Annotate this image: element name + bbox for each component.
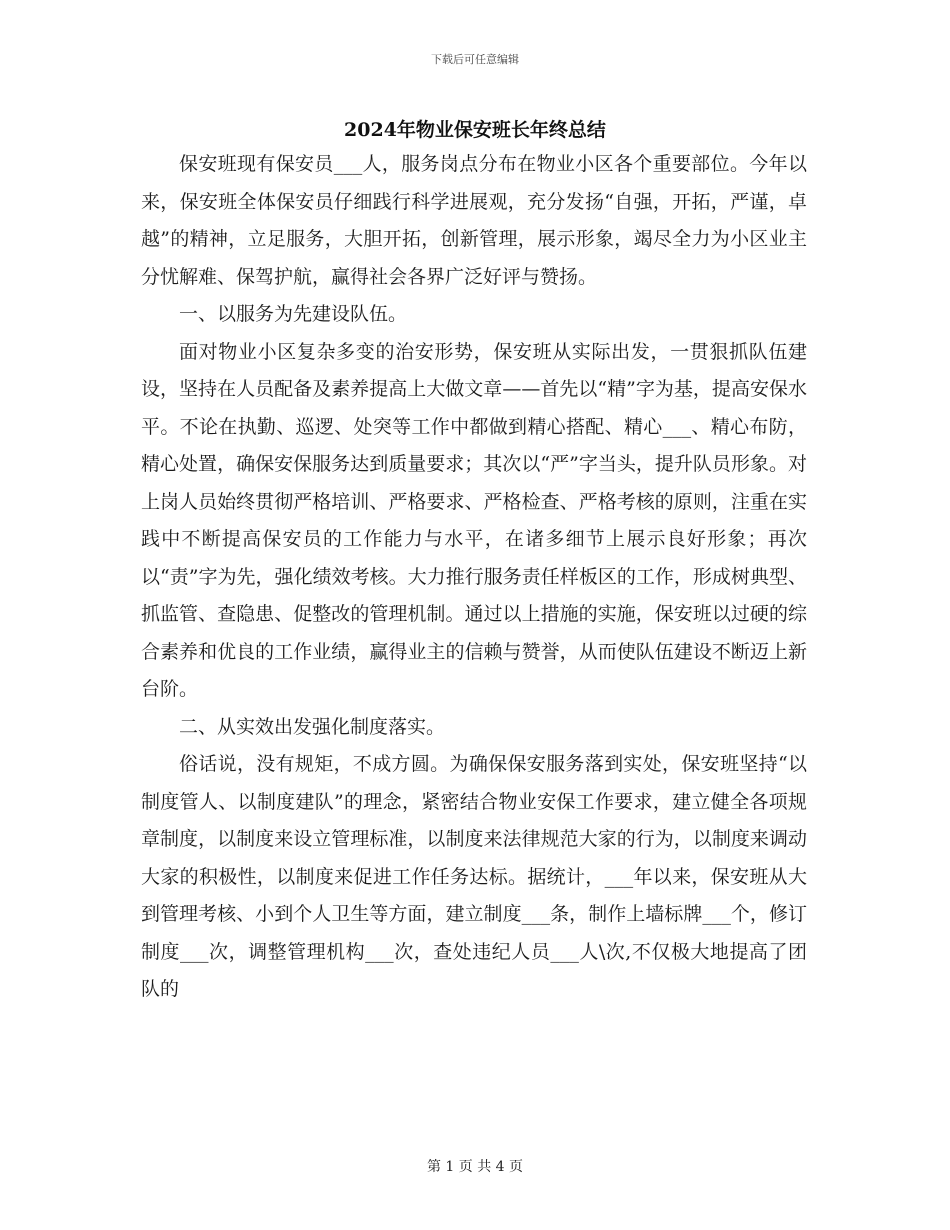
section-heading-2: 二、从实效出发强化制度落实。 bbox=[179, 715, 446, 738]
document-body bbox=[141, 146, 807, 1009]
paragraph-intro: 保安班现有保安员___人，服务岗点分布在物业小区各个重要部位。今年以来，保安班全体保安员仔细践行科学进展观，充分发扬“自强，开拓，严谨，卓越”的精神，立足服务，大胆开拓，创新管理，展示形象，竭尽全力为小区业主分忧解难、保驾护航，赢得社会各界广泛好评与赞扬。 bbox=[141, 153, 807, 288]
page-header: 下载后可任意编辑 bbox=[431, 53, 519, 66]
paragraph-section-1: 面对物业小区复杂多变的治安形势，保安班从实际出发，一贯狠抓队伍建设，坚持在人员配备及素养提高上大做文章——首先以“精”字为基，提高安保水平。不论在执勤、巡逻、处突等工作中都做到精心搭配、精心___、精心布防，精心处置，确保安保服务达到质量要求；其次以“严”字当头，提升队员形象。对上岗人员始终贯彻严格培训、严格要求、严格检查、严格考核的原则，注重在实践中不断提高保安员的工作能力与水平，在诸多细节上展示良好形象；再次以“责”字为先，强化绩效考核。大力推行服务责任样板区的工作，形成树典型、抓监管、查隐患、促整改的管理机制。通过以上措施的实施，保安班以过硬的综合素养和优良的工作业绩，赢得业主的信赖与赞誉，从而使队伍建设不断迈上新台阶。 bbox=[141, 340, 807, 700]
paragraph-section-2: 俗话说，没有规矩，不成方圆。为确保保安服务落到实处，保安班坚持“以制度管人、以制度建队”的理念，紧密结合物业安保工作要求，建立健全各项规章制度，以制度来设立管理标准，以制度来法律规范大家的行为，以制度来调动大家的积极性，以制度来促进工作任务达标。据统计，___年以来，保安班从大到管理考核、小到个人卫生等方面，建立制度___条，制作上墙标牌___个，修订制度___次，调整管理机构___次，查处违纪人员___人\次,不仅极大地提高了团队的 bbox=[141, 753, 807, 1000]
document-title: 2024年物业保安班长年终总结 bbox=[344, 119, 606, 141]
section-heading-1: 一、以服务为先建设队伍。 bbox=[179, 303, 408, 325]
page-footer: 第 1 页 共 4 页 bbox=[426, 1159, 524, 1175]
